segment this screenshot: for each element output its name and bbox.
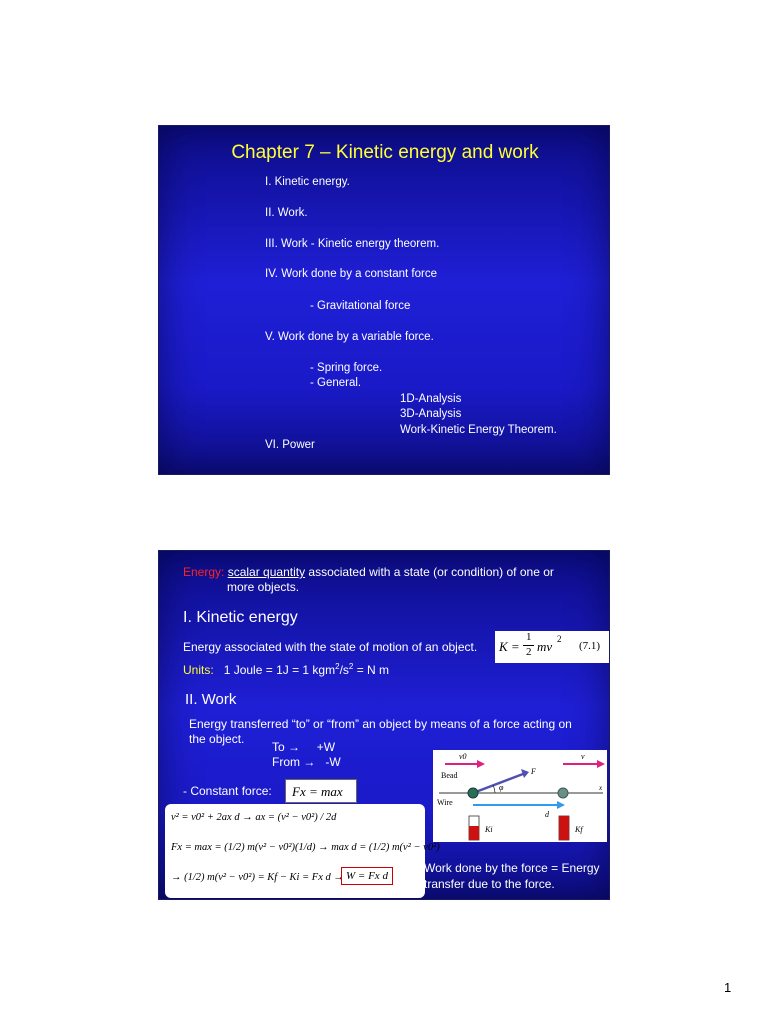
equation-number: (7.1) xyxy=(579,640,601,652)
toc-subitem: - Spring force. xyxy=(310,362,383,374)
kinetic-energy-heading: I. Kinetic energy xyxy=(183,609,298,626)
v0-arrow-head xyxy=(477,760,485,768)
work-heading: II. Work xyxy=(185,691,237,708)
toc-item: I. Kinetic energy. xyxy=(265,176,350,188)
wire-label: Wire xyxy=(437,798,453,807)
derivation-line3: → (1/2) m(v² − v0²) = Kf − Ki = Fx d → xyxy=(171,872,344,883)
page-number: 1 xyxy=(724,980,732,995)
derivation-box xyxy=(165,804,440,898)
x-axis-label: x xyxy=(599,784,603,792)
bead-wire-diagram xyxy=(433,750,607,842)
work-description-line2: the object. xyxy=(189,732,245,746)
kinetic-energy-description: Energy associated with the state of motion of an object. xyxy=(183,640,478,654)
from-line xyxy=(272,755,341,769)
to-value: +W xyxy=(316,740,336,754)
energy-label: Energy: xyxy=(183,565,225,579)
toc-item: III. Work - Kinetic energy theorem. xyxy=(265,238,440,250)
ki-label: Ki xyxy=(485,825,493,834)
bead-initial xyxy=(468,788,478,798)
ki-bar-fill xyxy=(469,826,479,840)
derivation-line2: Fx = max = (1/2) m(v² − v0²)(1/d) → max d = (1/2) m(v² − v0²) xyxy=(171,842,440,853)
chapter-title: Chapter 7 – Kinetic energy and work xyxy=(231,142,539,163)
from-value: -W xyxy=(325,755,341,769)
fraction-denominator: 2 xyxy=(526,646,532,658)
kf-label: Kf xyxy=(575,825,583,834)
equation-lhs: K = xyxy=(499,639,520,654)
kf-bar-fill xyxy=(559,816,569,840)
phi-label: φ xyxy=(499,783,504,792)
work-equation-boxed: W = Fx d xyxy=(341,867,393,885)
to-label: To → xyxy=(272,740,304,754)
energy-def-text: associated with a state (or condition) of one or xyxy=(305,565,554,579)
v-arrow-head xyxy=(597,760,605,768)
toc-item: IV. Work done by a constant force xyxy=(265,268,437,280)
constant-force-equation xyxy=(285,779,357,803)
force-equation-text: Fx = max xyxy=(292,784,343,799)
work-description-line1: Energy transferred “to” or “from” an object by means of a force acting on xyxy=(189,717,572,731)
toc-subitem: - General. xyxy=(310,377,362,389)
work-done-line1: Work done by the force = Energy xyxy=(424,861,600,875)
units-label: Units: xyxy=(183,663,214,677)
constant-force-label: - Constant force: xyxy=(183,784,272,798)
kinetic-energy-equation xyxy=(495,631,609,663)
units-superscript: 2 xyxy=(348,662,354,671)
equation-rhs: mv xyxy=(537,639,553,654)
work-done-line2: transfer due to the force. xyxy=(424,877,555,891)
toc-subsubitem: 3D-Analysis xyxy=(400,408,462,420)
bead-final xyxy=(558,788,568,798)
fraction-numerator: 1 xyxy=(526,631,532,643)
toc-item: VI. Power xyxy=(265,439,315,451)
equation-exponent: 2 xyxy=(557,634,562,644)
toc-subsubitem: Work-Kinetic Energy Theorem. xyxy=(400,424,557,436)
energy-definition-line1 xyxy=(183,565,554,579)
derivation-line1: v² = v0² + 2ax d → ax = (v² − v0²) / 2d xyxy=(171,812,337,823)
force-arrow-line xyxy=(473,774,523,793)
from-label: From → xyxy=(272,755,319,769)
units-text: 1 Joule = 1J = 1 kgm xyxy=(223,663,336,677)
d-label: d xyxy=(545,810,549,819)
force-label: F xyxy=(531,767,536,776)
bead-label: Bead xyxy=(441,771,458,780)
energy-definition-line2: more objects. xyxy=(227,580,300,594)
slide-kinetic-energy-work xyxy=(158,550,610,900)
displacement-arrow-head xyxy=(557,801,565,809)
units-text: = N m xyxy=(353,663,390,677)
v0-label: v0 xyxy=(459,752,467,761)
units-text: /s xyxy=(339,663,349,677)
v-label: v xyxy=(581,752,585,761)
to-line xyxy=(272,740,335,754)
toc-item: V. Work done by a variable force. xyxy=(265,331,434,343)
units-line xyxy=(183,662,389,677)
bead-wire-figure xyxy=(433,750,607,842)
toc-item: II. Work. xyxy=(265,207,308,219)
toc-subsubitem: 1D-Analysis xyxy=(400,393,462,405)
toc-subitem: - Gravitational force xyxy=(310,300,411,312)
energy-term: scalar quantity xyxy=(227,565,306,579)
slide-chapter-outline xyxy=(158,125,610,475)
units-superscript: 2 xyxy=(335,662,340,671)
